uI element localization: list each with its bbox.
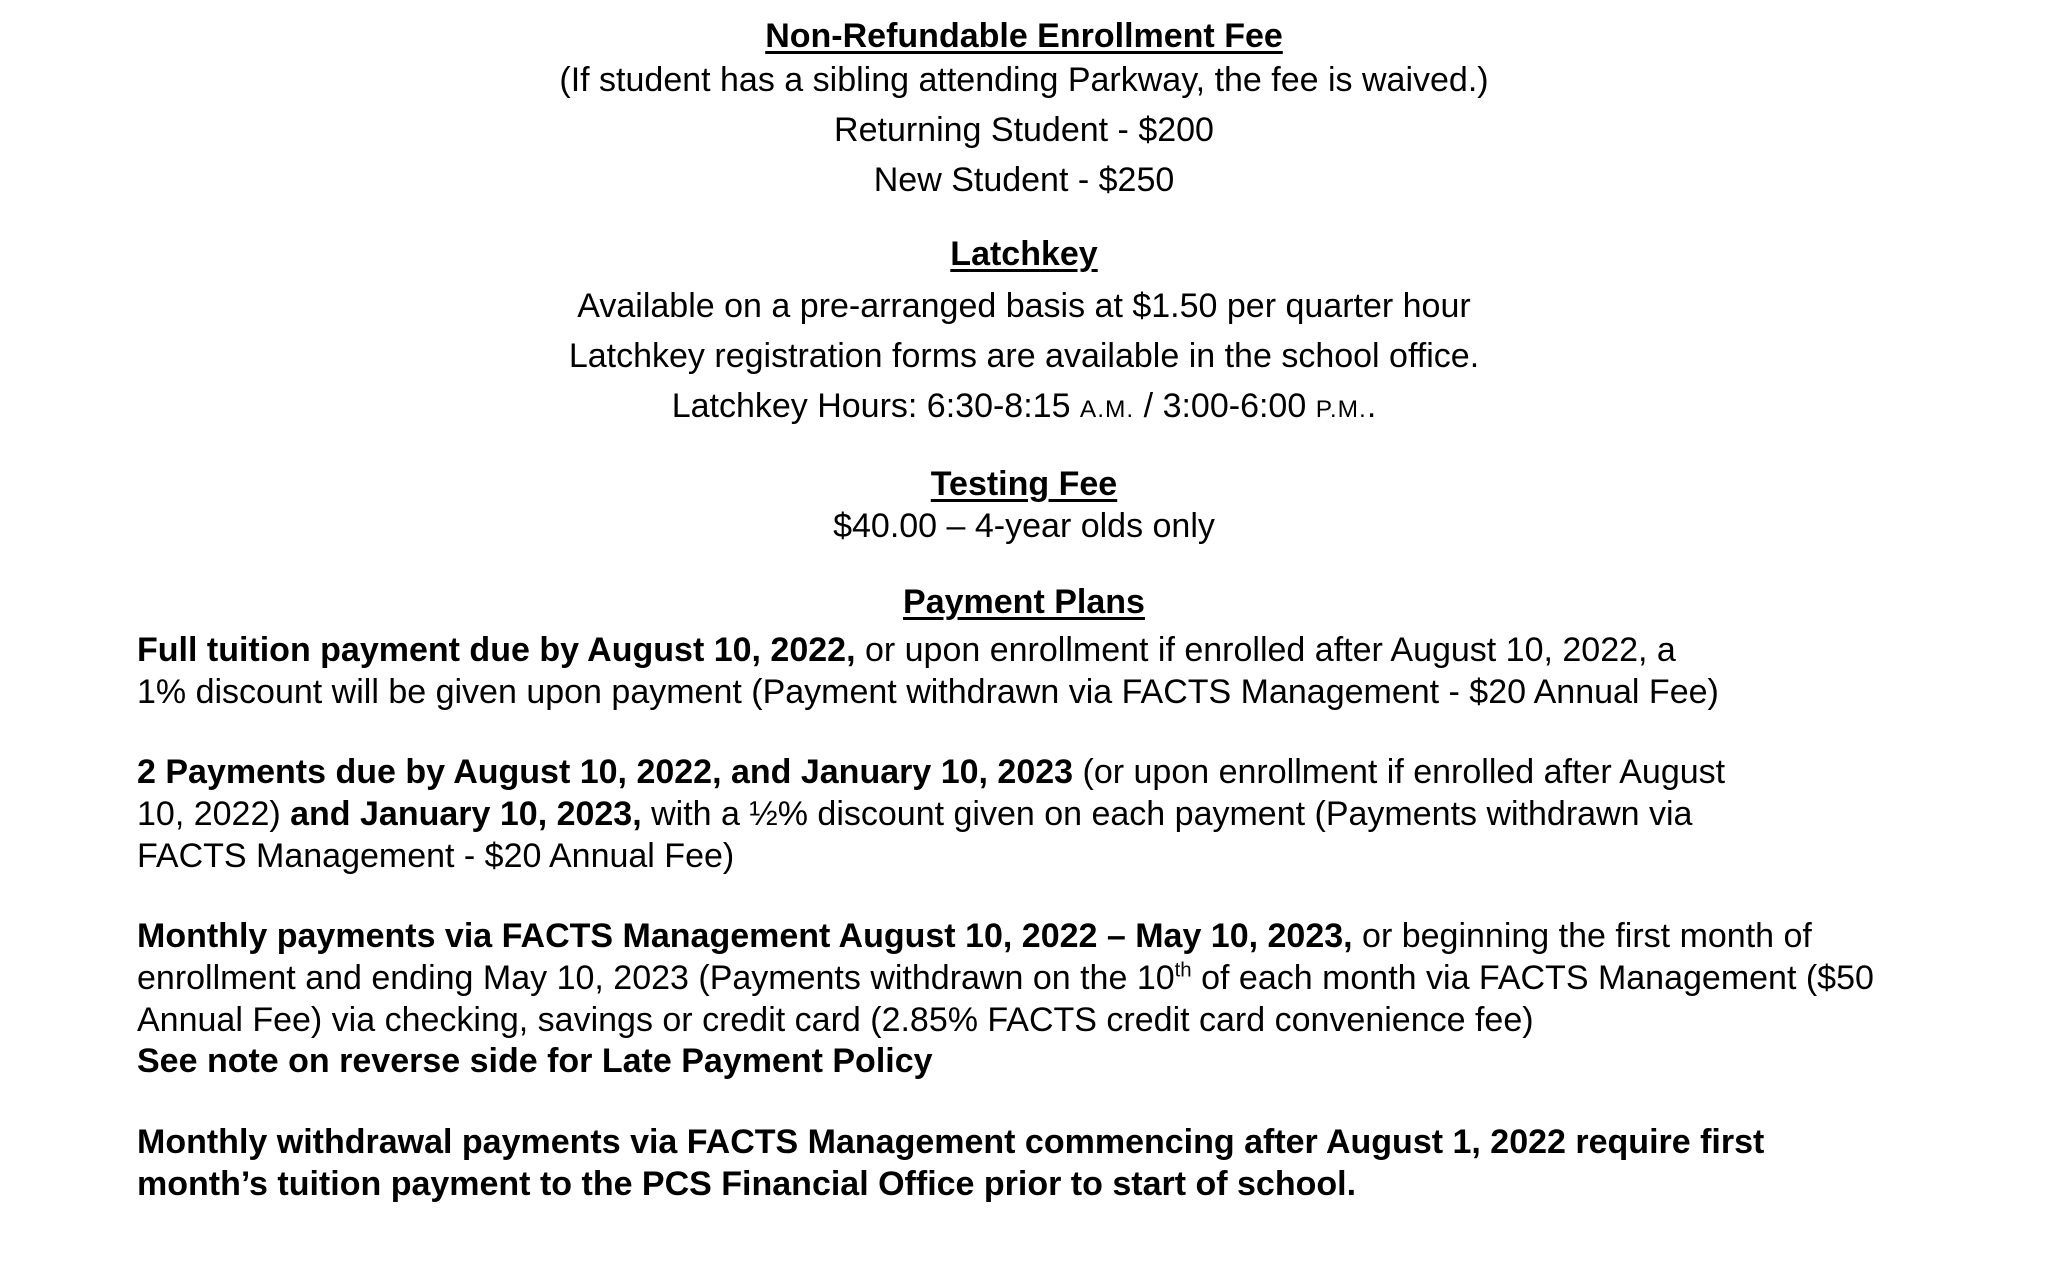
late-payment-note: See note on reverse side for Late Payment Policy xyxy=(137,1042,933,1081)
returning-student-fee: Returning Student - $200 xyxy=(834,111,1214,149)
enrollment-fee-heading: Non-Refundable Enrollment Fee xyxy=(765,17,1283,55)
two-payments-plan: 2 Payments due by August 10, 2022, and January 10, 2023 (or upon enrollment if enrolled after August 10, 2022) and January 10, 2023, with a ½% discount given on each payment (Payments withdrawn via FACTS Management - $20 Annual Fee) xyxy=(137,753,1726,875)
latchkey-forms-note: Latchkey registration forms are available in the school office. xyxy=(568,337,1480,375)
full-tuition-plan: Full tuition payment due by August 10, 2022, or upon enrollment if enrolled after August 10, 2022, a 1% discount will be given upon payment (Payment withdrawn via FACTS Management - $20 Annual Fee) xyxy=(137,631,1719,711)
latchkey-heading: Latchkey xyxy=(950,235,1098,273)
testing-fee-heading: Testing Fee xyxy=(930,465,1118,503)
testing-fee-amount: $40.00 – 4-year olds only xyxy=(833,507,1215,545)
monthly-withdrawal-note: Monthly withdrawal payments via FACTS Management commencing after August 1, 2022 require first month’s tuition payment to the PCS Financial Office prior to start of school. xyxy=(137,1123,1765,1203)
payment-plans-heading: Payment Plans xyxy=(903,583,1145,621)
sibling-waiver-note: (If student has a sibling attending Parkway, the fee is waived.) xyxy=(559,61,1489,99)
latchkey-rate: Available on a pre-arranged basis at $1.50 per quarter hour xyxy=(577,287,1471,325)
new-student-fee: New Student - $250 xyxy=(873,161,1175,199)
monthly-payments-plan: Monthly payments via FACTS Management August 10, 2022 – May 10, 2023, or beginning the first month of enrollment and ending May 10, 2023 (Payments withdrawn on the 10th of each month via FACTS Management ($50 Annual Fee) via checking, savings or credit card (2.85% FACTS credit card convenience fee) See note on reverse side for Late Payment Policy xyxy=(137,917,1874,1081)
latchkey-hours: Latchkey Hours: 6:30-8:15 A.M. / 3:00-6:00 P.M.. xyxy=(671,387,1377,425)
